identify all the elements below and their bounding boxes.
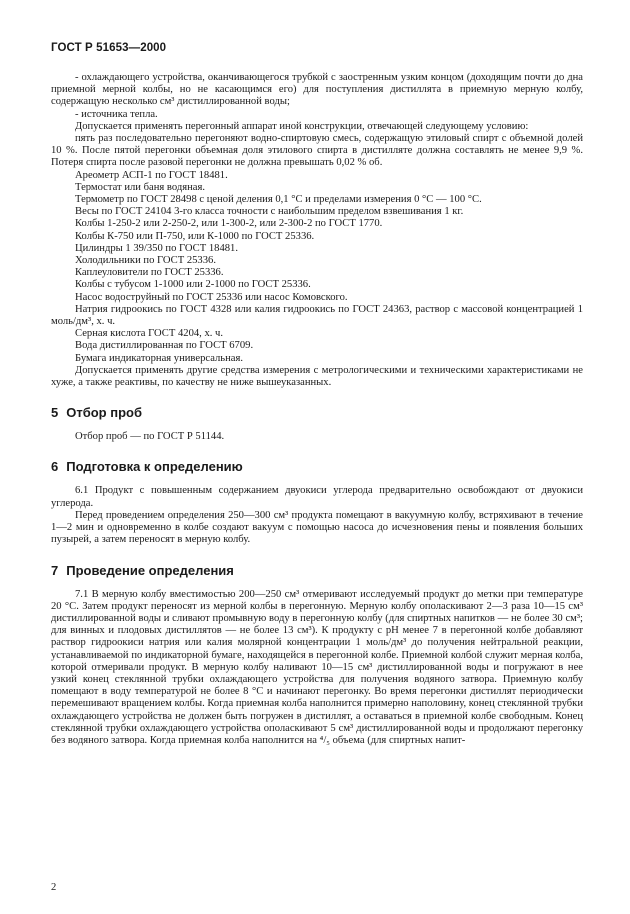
section-7-heading: 7 Проведение определения <box>51 562 234 578</box>
list-item: Бумага индикаторная универсальная. <box>75 352 244 364</box>
list-item: Весы по ГОСТ 24104 3-го класса точности с наибольшим пределом взвешивания 1 кг. <box>75 206 464 218</box>
list-item: Колбы с тубусом 1-1000 или 2-1000 по ГОСТ 25336. <box>75 279 311 291</box>
page-number: 2 <box>51 882 57 893</box>
section-7-paragraph-1: 7.1 В мерную колбу вместимостью 200—250 см³ отмеривают исследуемый продукт до метки при температуре 20 °С. Затем продукт переносят из мерной колбы в перегонную. Мерную колбу ополаскивают 2—3 раза 10—15 см³ дистиллированной воды и сливают промывную воду в перегонную колбу (для спиртных напитков — не более 30 см³; для винных и плодовых дистиллятов — не более 13 см³). К продукту с рН менее 7 в перегонной колбе добавляют раствор гидроокиси натрия или калия молярной концентрации 1 моль/дм³ до получения нейтральной реакции, устанавливаемой по индикаторной бумаге, находящейся в перегонной колбе. Приемной колбой служит мерная колба, которой отмеривали продукт. В мерную колбу наливают 10—15 см³ дистиллированной воды и погружают в нее узкий конец стеклянной трубки охлаждающего устройства для получения водяного затвора. Приемную колбу помещают в воду температурой не более 8 °С и начинают перегонку. Во время перегонки дистиллят периодически перемешивают вращением колбы. Когда приемная колба наполнится примерно наполовину, конец стеклянной трубки охлаждающего устройства не должен быть погружен в дистиллят, а оставаться в приемной колбе свободным. Конец стеклянной трубки охлаждающего устройства ополаскивают 5 см³ дистиллированной воды и продолжают перегонку без водяного затвора. Когда приемная колба наполнится на ⁴/₅ объема (для спиртных напит- <box>51 588 583 746</box>
intro-paragraph-4: пять раз последовательно перегоняют водно-спиртовую смесь, содержащую этиловый спирт с объемной долей 10 %. После пятой перегонки объемная доля этилового спирта в дистилляте должна составлять не менее 9,9 %. Потеря спирта после разовой перегонки не должна превышать 0,02 % об. <box>51 133 583 169</box>
intro-paragraph-3: Допускается применять перегонный аппарат иной конструкции, отвечающей следующему условию: <box>75 120 529 132</box>
list-item: Насос водоструйный по ГОСТ 25336 или насос Комовского. <box>75 291 348 303</box>
section-6-paragraph-1: 6.1 Продукт с повышенным содержанием двуокиси углерода предварительно освобождают от двуокиси углерода. <box>51 485 583 509</box>
intro-paragraph-2: - источника тепла. <box>75 108 158 120</box>
list-item: Колбы 1-250-2 или 2-250-2, или 1-300-2, или 2-300-2 по ГОСТ 1770. <box>75 218 383 230</box>
page-header: ГОСТ Р 51653—2000 <box>51 42 167 54</box>
list-item: Холодильники по ГОСТ 25336. <box>75 255 216 267</box>
list-item: Допускается применять другие средства измерения с метрологическими и техническими характеристиками не хуже, а также реактивы, по качеству не ниже вышеуказанных. <box>51 364 583 389</box>
list-item: Натрия гидроокись по ГОСТ 4328 или калия гидроокись по ГОСТ 24363, раствор с массовой концентрацией 1 моль/дм³, х. ч. <box>51 303 583 328</box>
equipment-list <box>51 170 583 390</box>
section-6-paragraph-2: Перед проведением определения 250—300 см³ продукта помещают в вакуумную колбу, встряхивают в течение 1—2 мин и одновременно в колбе создают вакуум с помощью насоса до исчезновения пены и появления больших пузырей, а затем переносят в мерную колбу. <box>51 509 583 546</box>
list-item: Ареометр АСП-1 по ГОСТ 18481. <box>75 169 228 181</box>
list-item: Вода дистиллированная по ГОСТ 6709. <box>75 340 254 352</box>
section-6-heading: 6 Подготовка к определению <box>51 459 243 475</box>
list-item: Термостат или баня водяная. <box>75 181 205 193</box>
list-item: Термометр по ГОСТ 28498 с ценой деления 0,1 °С и пределами измерения 0 °С — 100 °С. <box>75 194 482 206</box>
section-5-text: Отбор проб — по ГОСТ Р 51144. <box>75 431 225 443</box>
list-item: Каплеуловители по ГОСТ 25336. <box>75 267 224 279</box>
list-item: Цилиндры 1 39/350 по ГОСТ 18481. <box>75 242 238 254</box>
section-5-heading: 5 Отбор проб <box>51 405 142 421</box>
list-item: Серная кислота ГОСТ 4204, х. ч. <box>75 328 224 340</box>
page-content <box>51 72 583 747</box>
list-item: Колбы К-750 или П-750, или К-1000 по ГОСТ 25336. <box>75 230 315 242</box>
intro-paragraph-1: - охлаждающего устройства, оканчивающегося трубкой с заостренным узким концом (доходящим почти до дна приемной мерной колбы, но не касающимся его) для поступления дистиллята в приемную мерную колбу, содержащую несколько см³ дистиллированной воды; <box>51 72 583 108</box>
